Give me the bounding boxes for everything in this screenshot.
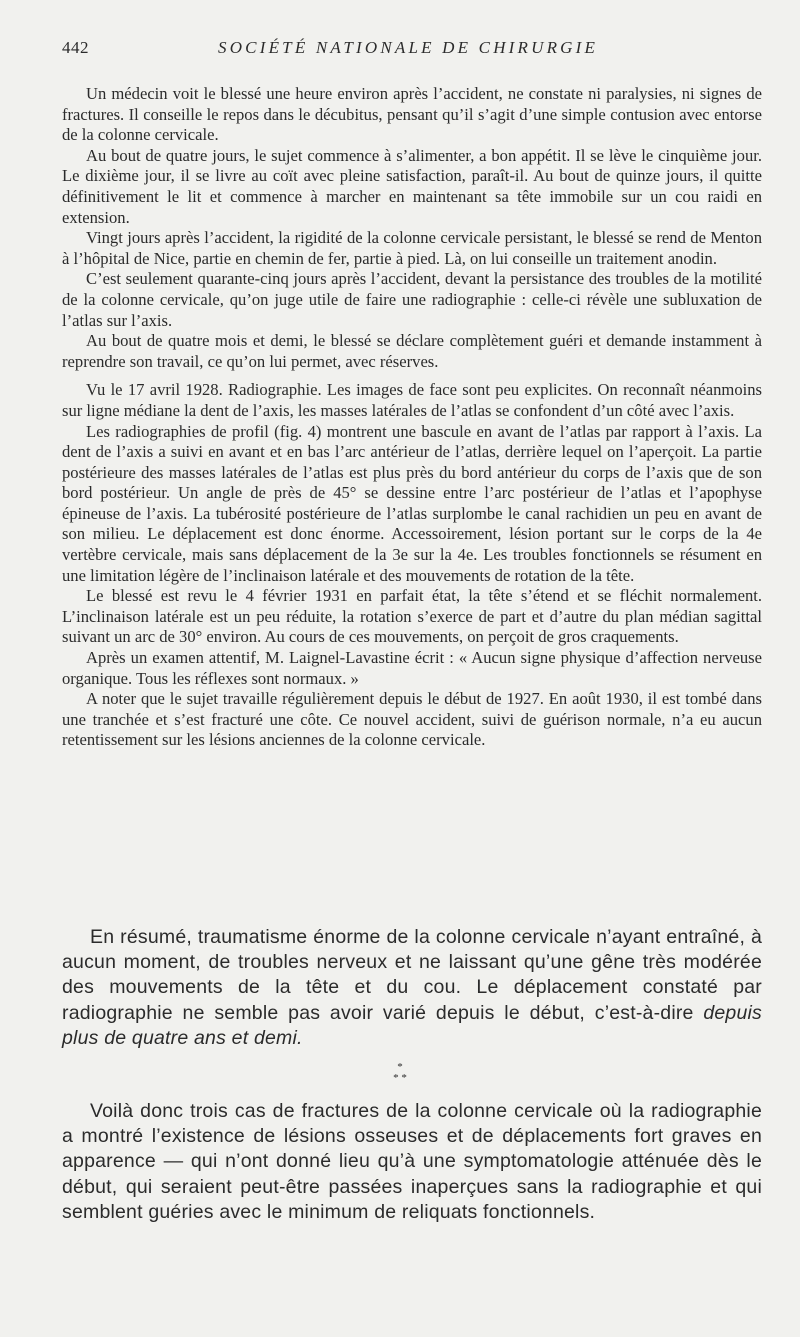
- conclusion-block: [62, 1099, 762, 1225]
- paragraph-7: Les radiographies de profil (fig. 4) montrent une bascule en avant de l’atlas par rapport à l’axis. La dent de l’axis a suivi en avant et en bas l’arc antérieur de l’atlas, derrière lequel on l’aperçoit. La partie postérieure des masses latérales de l’atlas est plus près du bord antérieur du corps de l’axis que de son bord postérieur. Un angle de près de 45° se dessine entre l’arc postérieur de l’atlas et l’apophyse épineuse de l’axis. La tubérosité postérieure de l’atlas surplombe le canal rachidien un peu en avant de son milieu. Le déplacement est donc énorme. Accessoirement, lésion portant sur le corps de la 4e vertèbre cervicale, mais sans déplacement de la 3e sur la 4e. Les troubles fonctionnels se résument en une limitation légère de l’inclinaison latérale et des mouvements de rotation de la tête.: [62, 421, 762, 585]
- paragraph-9: Après un examen attentif, M. Laignel-Lavastine écrit : « Aucun signe physique d’affection nerveuse organique. Tous les réflexes sont normaux. »: [62, 648, 762, 688]
- summary-text: En résumé, traumatisme énorme de la colonne cervicale n’ayant entraîné, à aucun moment, de troubles nerveux et ne laissant qu’une gêne très modérée des mouvements de la tête et du cou. Le déplacement constaté par radiographie ne semble pas avoir varié depuis le début, c’est-à-dire: [62, 926, 762, 1024]
- paragraph-5: Au bout de quatre mois et demi, le blessé se déclare complètement guéri et demande instamment à reprendre son travail, ce qu’on lui permet, avec réserves.: [62, 331, 762, 371]
- summary-block: [62, 925, 762, 1051]
- paragraph-2: Au bout de quatre jours, le sujet commence à s’alimenter, a bon appétit. Il se lève le cinquième jour. Le dixième jour, il se livre au coït avec pleine satisfaction, paraît-il. Au bout de quinze jours, il quitte définitivement le lit et commence à marcher en maintenant sa tête immobile sur un cou raidi en extension.: [62, 145, 762, 227]
- paragraph-10: A noter que le sujet travaille régulièrement depuis le début de 1927. En août 1930, il est tombé dans une tranchée et s’est fracturé une côte. Ce nouvel accident, suivi de guérison normale, n’a eu aucun retentissement sur les lésions anciennes de la colonne cervicale.: [62, 689, 762, 750]
- summary-italic-tail: depuis plus de quatre ans et demi.: [62, 1001, 762, 1049]
- asterism: [380, 1062, 420, 1084]
- summary-paragraph: [62, 925, 762, 1051]
- paragraph-8: Le blessé est revu le 4 février 1931 en parfait état, la tête s’étend et se fléchit normalement. L’inclinaison latérale est un peu réduite, la rotation s’exerce de part et d’autre du plan médian sagittal suivant un arc de 30° environ. Au cours de ces mouvements, on perçoit de gros craquements.: [62, 586, 762, 647]
- running-head: SOCIÉTÉ NATIONALE DE CHIRURGIE: [218, 38, 599, 57]
- paragraph-3: Vingt jours après l’accident, la rigidité de la colonne cervicale persistant, le blessé se rend de Menton à l’hôpital de Nice, partie en chemin de fer, partie à pied. Là, on lui conseille un traitement anodin.: [62, 228, 762, 268]
- conclusion-paragraph: Voilà donc trois cas de fractures de la colonne cervicale où la radiographie a montré l’existence de lésions osseuses et de déplacements fort graves en apparence — qui n’ont donné lieu qu’à une symptomatologie atténuée dès le début, qui seraient peut-être passées inaperçues sans la radiographie et qui semblent guéries avec le minimum de reliquats fonctionnels.: [62, 1100, 762, 1223]
- paragraph-6: Vu le 17 avril 1928. Radiographie. Les images de face sont peu explicites. On reconnaît néanmoins sur ligne médiane la dent de l’axis, les masses latérales de l’atlas se confondent d’un côté avec l’axis.: [62, 380, 762, 420]
- page-number: 442: [62, 38, 89, 57]
- case-report-text: [62, 84, 762, 751]
- paragraph-4: C’est seulement quarante-cinq jours après l’accident, devant la persistance des troubles de la motilité de la colonne cervicale, qu’on juge utile de faire une radiographie : celle-ci révèle une subluxation de l’atlas sur l’axis.: [62, 269, 762, 330]
- asterism-top: *: [397, 1061, 403, 1073]
- paragraph-1: Un médecin voit le blessé une heure environ après l’accident, ne constate ni paralysies, ni signes de fractures. Il conseille le repos dans le décubitus, pensant qu’il s’agit d’une simple contusion avec entorse de la colonne cervicale.: [62, 84, 762, 145]
- asterism-bottom: * *: [393, 1072, 407, 1084]
